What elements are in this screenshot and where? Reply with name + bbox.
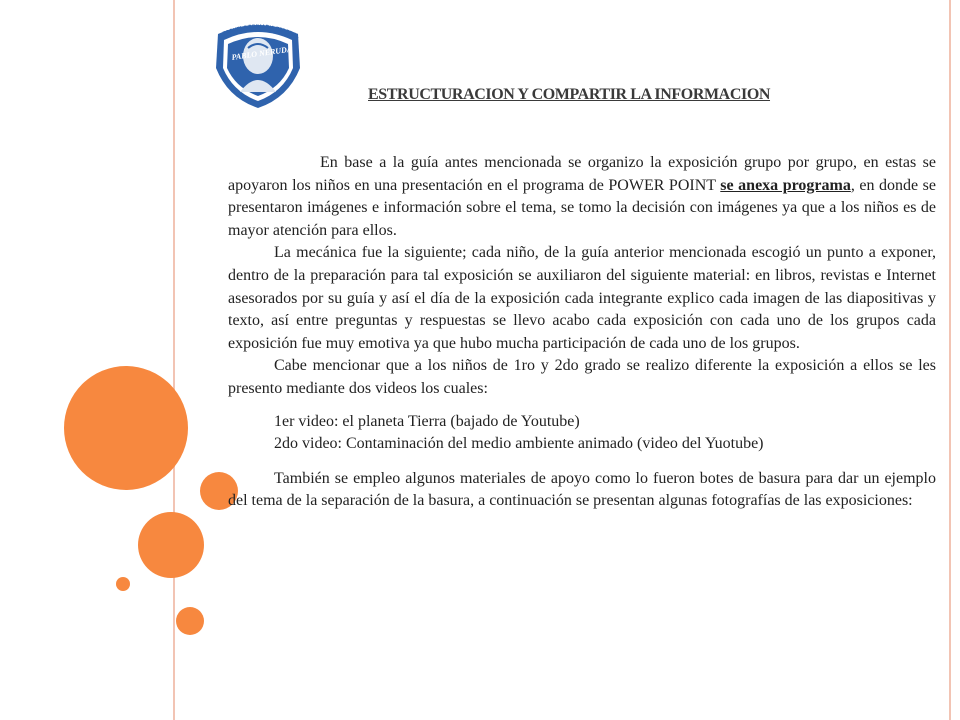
paragraph-mechanics: La mecánica fue la siguiente; cada niño, de la guía anterior mencionada escogió un punto a exponer, dentro de la preparación para tal exposición se auxiliaron del siguiente material: en libros, revistas e Internet asesorados por su guía y así el día de la exposición cada integrante explico cada imagen de las diapositivas y texto, así entre preguntas y respuestas se llevo acabo cada exposición con cada uno de los grupos cada exposición fue muy emotiva ya que hubo mucha participación de cada uno de los grupos.: [228, 244, 936, 352]
svg-text:PABLO NERUDA: PABLO NERUDA: [231, 44, 293, 62]
paragraph-intro-text: En base a la guía antes mencionada se organizo la exposición grupo por grupo, en estas se apoyaron los niños en una presentación en el programa de POWER POINT: [228, 154, 936, 194]
paragraph-intro-text-end: , en donde se presentaron imágenes e información sobre el tema, se tomo la decisión con imágenes ya que a los niños es de mayor atención para ellos.: [228, 176, 937, 239]
slide-title: ESTRUCTURACION Y COMPARTIR LA INFORMACION: [368, 86, 771, 103]
annex-program-link[interactable]: se anexa programa: [720, 176, 851, 194]
school-shield-icon: [206, 16, 310, 110]
video-item-1: 1er video: el planeta Tierra (bajado de Youtube): [274, 412, 580, 430]
large-circle-decoration: [64, 366, 188, 490]
paragraph-materials: También se empleo algunos materiales de apoyo como lo fueron botes de basura para dar un ejemplo del tema de la separación de la basura, a continuación se presentan algunas fotografías de las exposiciones:: [228, 469, 936, 510]
tiny-circle-decoration: [116, 577, 130, 591]
video-item-2: 2do video: Contaminación del medio ambiente animado (video del Yuotube): [274, 435, 764, 453]
medium-circle-decoration: [138, 512, 204, 578]
svg-text:ESCUELA PRIMARIA FEDERAL: ESCUELA PRIMARIA FEDERAL: [221, 23, 301, 40]
slide-body: [228, 152, 936, 513]
small-circle-decoration-2: [176, 607, 204, 635]
paragraph-grades: Cabe mencionar que a los niños de 1ro y 2do grado se realizo diferente la exposición a ellos se les presento mediante dos videos los cuales:: [228, 357, 936, 397]
school-logo: [206, 16, 310, 110]
paragraph-intro: [228, 152, 936, 242]
